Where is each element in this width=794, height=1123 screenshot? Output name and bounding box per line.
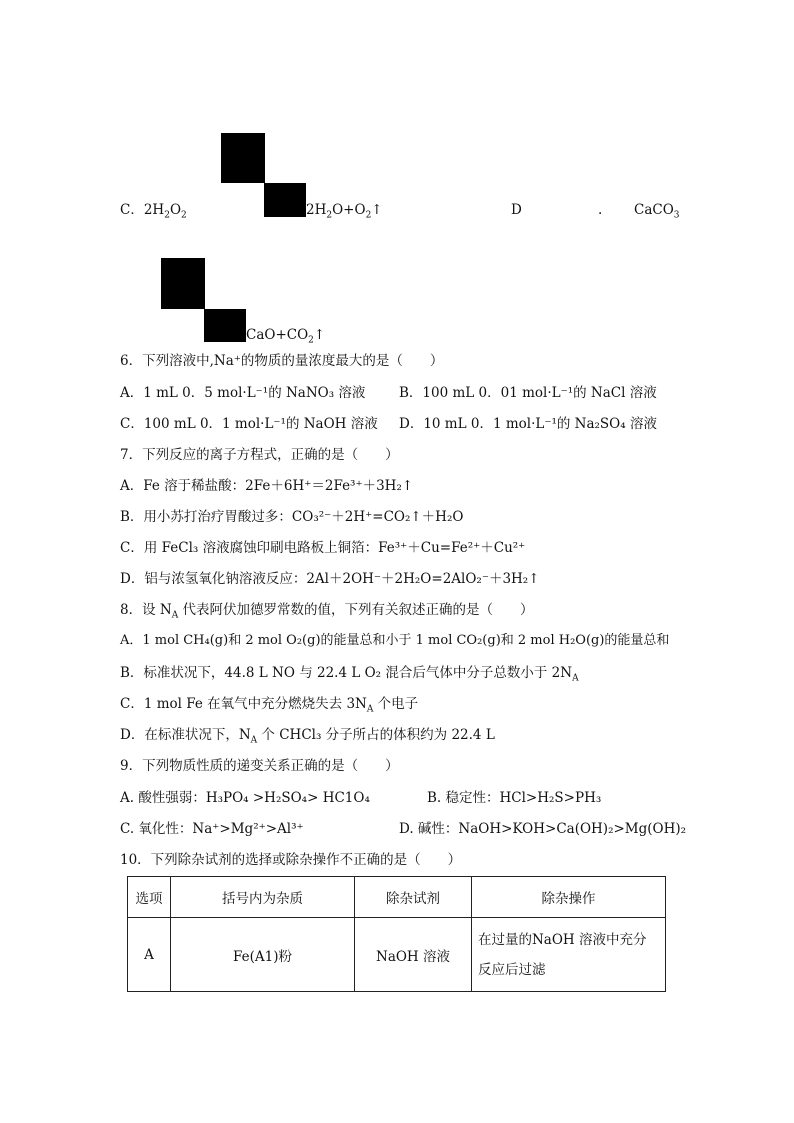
header-reagent: 除杂试剂 (355, 877, 472, 918)
cell-reagent: NaOH 溶液 (355, 918, 472, 992)
q9-stem: 9．下列物质性质的递变关系正确的是（ ） (120, 758, 399, 774)
q8-option-d: D．在标准状况下，$N_A$ 个 CHCl₃ 分子所占的体积约为 22.4 L (120, 727, 495, 746)
q6-stem: 6．下列溶液中,Na⁺的物质的量浓度最大的是（ ） (120, 353, 444, 369)
header-impurity: 括号内为杂质 (171, 877, 355, 918)
q5-option-d-label: D (511, 202, 522, 218)
q10-stem: 10．下列除杂试剂的选择或除杂操作不正确的是（ ） (120, 852, 462, 868)
equation-image-block-1 (221, 133, 265, 183)
table-row (128, 918, 666, 992)
q5-option-d-dot: . (598, 202, 603, 218)
q7-stem: 7．下列反应的离子方程式，正确的是（ ） (120, 447, 399, 463)
q7-option-a: A．Fe 溶于稀盐酸：2Fe＋6H⁺＝2Fe³⁺＋3H₂↑ (120, 478, 414, 494)
cell-impurity: Fe(A1)粉 (171, 918, 355, 992)
q5-option-d-reactant: CaCO$_3$ (634, 202, 680, 221)
equation-image-block-4 (204, 309, 246, 342)
q6-option-a: A．1 mL 0．5 mol·L⁻¹的 NaNO₃ 溶液 (120, 385, 366, 401)
q6-option-c: C．100 mL 0．1 mol·L⁻¹的 NaOH 溶液 (120, 416, 378, 432)
q6-option-b: B．100 mL 0．01 mol·L⁻¹的 NaCl 溶液 (399, 385, 657, 401)
q9-option-d: D. 碱性：NaOH>KOH>Ca(OH)₂>Mg(OH)₂ (399, 821, 687, 837)
separation-table (127, 876, 666, 992)
q8-option-c: C．1 mol Fe 在氧气中充分燃烧失去 $3N_A$ 个电子 (120, 696, 419, 715)
q6-option-d: D．10 mL 0．1 mol·L⁻¹的 Na₂SO₄ 溶液 (399, 416, 657, 432)
q8-stem: 8．设 $N_A$ 代表阿伏加德罗常数的值，下列有关叙述正确的是（ ） (120, 602, 534, 621)
q5-option-c: C．$2H_2O_2$ (120, 202, 187, 221)
equation-image-block-2 (264, 183, 306, 217)
q8-option-b: B．标准状况下，44.8 L NO 与 22.4 L O₂ 混合后气体中分子总数小于 $2N_A$ (120, 665, 579, 684)
header-operation: 除杂操作 (472, 877, 666, 918)
equation-image-block-3 (161, 258, 205, 309)
q7-option-b: B．用小苏打治疗胃酸过多：CO₃²⁻＋2H⁺=CO₂↑＋H₂O (120, 509, 464, 525)
cell-operation: 在过量的NaOH 溶液中充分反应后过滤 (472, 918, 666, 992)
q7-option-c: C．用 FeCl₃ 溶液腐蚀印刷电路板上铜箔：Fe³⁺＋Cu=Fe²⁺＋Cu²⁺ (120, 540, 526, 556)
q5-option-c-product: $2H_2O+O_2↑$ (306, 202, 383, 221)
header-option: 选项 (128, 877, 171, 918)
q5-option-d-product: $CaO+CO_2↑$ (246, 327, 326, 346)
table-header-row (128, 877, 666, 918)
cell-option: A (128, 918, 171, 992)
q7-option-d: D．铝与浓氢氧化钠溶液反应：2Al＋2OH⁻＋2H₂O=2AlO₂⁻＋3H₂↑ (120, 571, 540, 587)
q8-option-a: A．1 mol CH₄(g)和 2 mol O₂(g)的能量总和小于 1 mol CO₂(g)和 2 mol H₂O(g)的能量总和 (120, 633, 670, 648)
q9-option-a: A. 酸性强弱：H₃PO₄ >H₂SO₄> HC1O₄ (120, 790, 370, 806)
q9-option-c: C. 氧化性：Na⁺>Mg²⁺>Al³⁺ (120, 821, 304, 837)
q9-option-b: B. 稳定性：HCl>H₂S>PH₃ (427, 790, 602, 806)
